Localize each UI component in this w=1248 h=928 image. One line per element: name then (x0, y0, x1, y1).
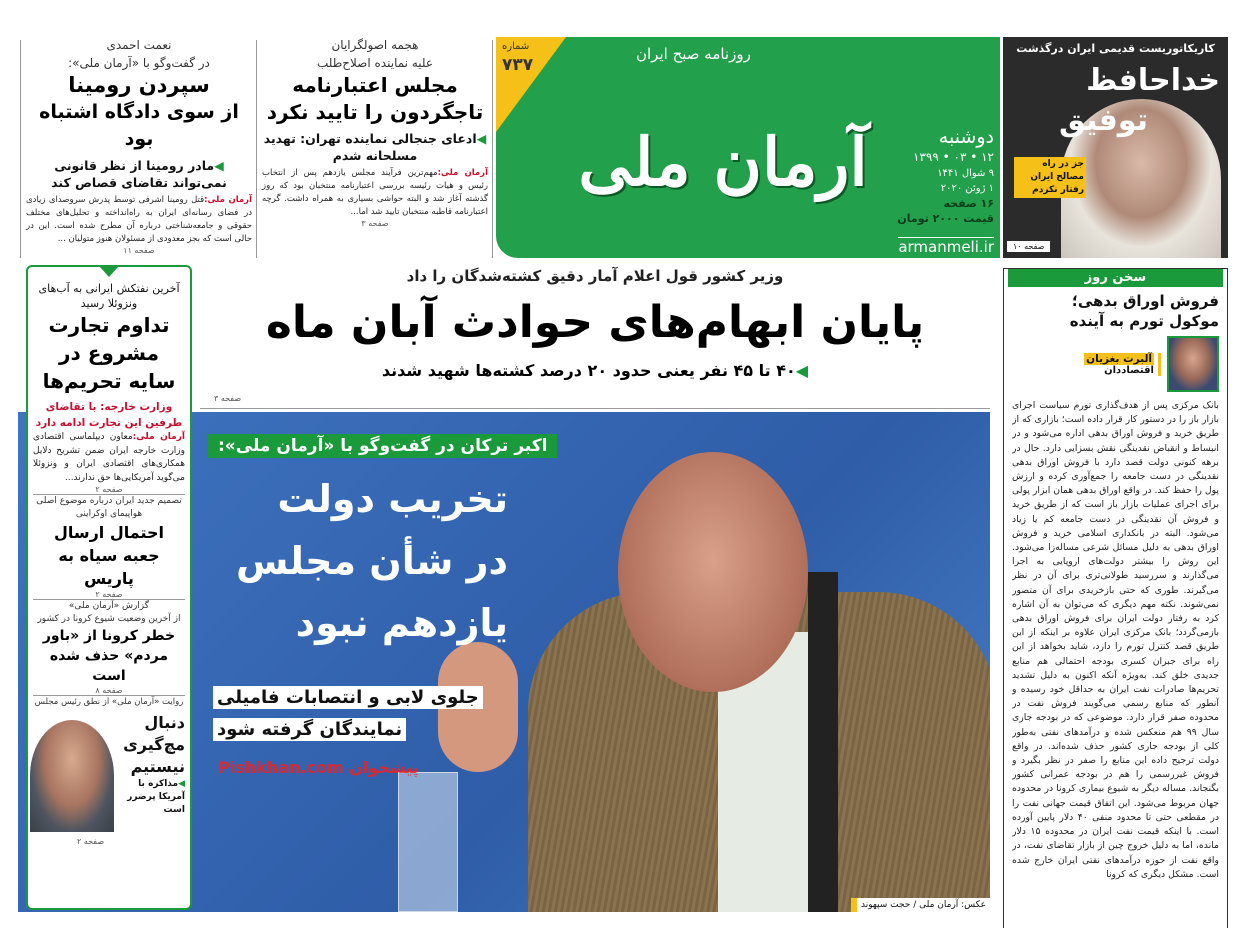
subheadline: ادعای جنجالی نماینده تهران: تهدید مسلحانه شدم (263, 131, 477, 163)
source-label: آرمان ملی: (204, 195, 252, 205)
date-lunar: ۹ شوال ۱۴۴۱ (937, 168, 994, 179)
kicker: از آخرین وضعیت شیوع کرونا در کشور (37, 614, 181, 624)
photo-credit: عکس: آرمان ملی / حجت سپهوند (851, 898, 990, 912)
body-text: مهم‌ترین فرآیند مجلس یازدهم پس از انتخاب رئیس و هیات رئیسه بررسی اعتبارنامه منتخبان بود که روز گذشته آغاز شد و البته حواشی بسیاری به همراه داشت. گرچه اعتبارنامه قاطبه منتخبان تایید شد اما... (262, 168, 488, 217)
kicker: علیه نماینده اصلاح‌طلب (316, 56, 434, 70)
kicker: کاریکاتوریست قدیمی ایران درگذشت (1016, 42, 1215, 55)
triangle-icon: ◀ (214, 158, 224, 173)
source-label: آرمان ملی: (437, 168, 488, 178)
headline: فروش اوراق بدهی؛ (1071, 292, 1219, 310)
price: قیمت ۲۰۰۰ تومان (897, 212, 994, 225)
story-majlis[interactable] (262, 36, 488, 228)
page-ref: صفحه ۲ (33, 485, 185, 495)
headline: تداوم تجارت مشروع در سایه تحریم‌ها (42, 313, 176, 393)
left-column (26, 265, 192, 910)
quote: رفتار نکردم (1032, 185, 1084, 195)
lead-story[interactable] (200, 264, 990, 409)
kicker: روایت «آرمان ملی» از نطق رئیس مجلس (34, 697, 184, 707)
website-link[interactable]: armanmeli.ir (898, 238, 994, 256)
headline: سپردن رومینا (68, 73, 210, 97)
kicker: هجمه اصولگرایان (331, 38, 419, 52)
subheadline: ۴۰ تا ۴۵ نفر یعنی حدود ۲۰ درصد کشته‌ها شهید شدند (381, 361, 796, 380)
interview-tag: اکبر ترکان در گفت‌وگو با «آرمان ملی»: (208, 434, 557, 458)
page-ref: صفحه ۲ (33, 590, 185, 600)
headline: توفیق (1058, 103, 1148, 138)
kicker: تصمیم جدید ایران درباره موضوع اصلی هواپیمای اوکراینی (36, 496, 182, 519)
watermark: پیشخوان Pishkhan.com (218, 758, 419, 777)
headline: تاجگردون را تایید نکرد (266, 100, 484, 124)
date-gregorian: ۱ ژوئن ۲۰۲۰ (940, 183, 994, 194)
issue-label: شماره (502, 41, 530, 52)
story-romina[interactable] (26, 36, 252, 255)
triangle-icon: ◀ (476, 131, 487, 146)
tagline: روزنامه صبح ایران (636, 45, 751, 63)
headline: یازدهم نبود (295, 601, 508, 645)
subheadline: مادر رومینا از نظر قانونی نمی‌تواند تقاضای قصاص کند (51, 158, 227, 190)
author-role: اقتصاددان (1104, 364, 1154, 376)
kicker: در گفت‌وگو با «آرمان ملی»: (68, 56, 210, 70)
headline: نیستیم (130, 757, 185, 776)
source-label: آرمان ملی: (132, 432, 185, 442)
headline: خطر کرونا از «باور مردم» حذف شده است (42, 628, 176, 684)
story-tanker[interactable] (33, 281, 185, 495)
author-photo (1167, 336, 1219, 392)
author-name: آلبرت بغزیان (1086, 352, 1152, 365)
issue-number: ۷۳۷ (502, 55, 534, 75)
page-ref: صفحه ۳ (214, 394, 242, 403)
kicker: نعمت احمدی (106, 38, 172, 52)
headline: در شأن مجلس (235, 539, 508, 583)
kicker: آخرین نفتکش ایرانی به آب‌های ونزوئلا رسید (38, 282, 180, 310)
body-text: قتل رومینا اشرفی توسط پدرش سروصدای زیادی در فضای رسانه‌ای ایران به راه‌انداخته و تحلیل‌های مختلف حقوقی و جامعه‌شناختی درباره آن مطرح شده است. این در حالی است که بجز معدودی از مسئولان هنوز متولیان ... (26, 195, 252, 244)
page-ref: صفحه ۲ (73, 837, 108, 846)
body-text: معاون دیپلماسی اقتصادی وزارت خارجه ایران ضمن تشریح دلایل همکاری‌های اقتصادی ایران و ونزوئلا می‌گوید آمریکایی‌ها حق ندارند... (33, 432, 185, 483)
section-header: سخن روز (1008, 269, 1223, 287)
main-headline: پایان ابهام‌های حوادث آبان ماه (265, 297, 925, 348)
headline: مجلس اعتبارنامه (292, 73, 458, 97)
page-ref: صفحه ۱۱ (123, 246, 155, 255)
kicker: وزیر کشور قول اعلام آمار دقیق کشته‌شدگان را داد (406, 267, 784, 285)
story-corona[interactable] (33, 600, 185, 696)
subheadline: جلوی لابی و انتصابات فامیلی (213, 686, 483, 709)
ghalibaf-photo (30, 720, 114, 832)
page-count: ۱۶ صفحه (943, 197, 994, 210)
editorial[interactable] (1003, 268, 1228, 928)
headline: خداحافظ (1086, 63, 1220, 98)
headline: تخریب دولت (277, 477, 508, 521)
triangle-icon: ◀ (795, 361, 809, 380)
masthead (496, 37, 1000, 258)
page-ref: صفحه ۳ (361, 219, 389, 228)
headline: مچ‌گیری (123, 735, 185, 754)
editorial-body: بانک مرکزی پس از هدف‌گذاری تورم سیاست اجرای بازار باز را در دستور کار قرار داده است؛ بازاری که از طریق خرید و فروش اوراق بدهی اداره می‌شود و در انبساط و انقباض نقدینگی نقش بسزایی دارد. حال در برهه کنونی دولت قصد دارد با فروش اوراق بدهی نقدینگی در دست جامعه را جمع‌آوری کرده و ارزش پول را حفظ کند. در واقع اوراق بدهی همان ابزار پولی برای اجرای عملیات بازار باز است که از طریق خرید و فروش آن نقدینگی در دست جامعه کم یا زیاد می‌شود. البته در بانکداری اسلامی خرید و فروش اوراق بدهی به دلیل مسائل شرعی مساله‌زا می‌شود. این روش را بیشتر دولت‌های اروپایی به اجرا می‌گذارند و سررسید طولانی‌تری برای آن در نظر می‌گیرند. طوری که حتی بازخریدی برای آن متصور نمی‌شوند. نکته مهم دیگری که می‌توان به آن اشاره کرد به رفتار دولت ایران برای فروش اوراق بدهی بازمی‌گردد؛ بانک مرکزی ایران علاوه بر اینکه از این طریق قصد کنترل تورم را دارد، شاید بخواهد از این راه برای جبران کسری بودجه احتمالی هم منابع جدیدی خلق کند. به‌ویژه آنکه اکنون به دلیل تشدید تحریم‌ها صادرات نفت ایران به حداقل خود رسیده و آنطور که منابع رسمی می‌گویند فروش نفت در محدوده صفر قرار دارد. موضوعی که در بودجه جاری سال ۹۹ هم منعکس شده و درآمدهای نفتی به‌طور کلی از بودجه جاری کشور حذف شده‌اند. در واقع دولت ترجیح داده این منابع را صفر در نظر بگیرد و فروش غیررسمی را هم در بودجه عمرانی کشور بگنجاند. مساله دیگر به شیوع بیماری کرونا در محدوده جهان مربوط می‌شود. این اتفاق قیمت جهانی نفت را در مقطعی حتی تا محدود منفی ۴۰ دلار پایین آورده است. با اینکه قیمت نفت ایران در محدوده ۱۵ دلار مانده، اما به دلیل خروج چین از بازار تقاضای نفت، در واقع نفت از حوزه درآمدهای نفتی ایران خارج شده است. مشکل دیگری که کرونا (1012, 400, 1219, 880)
kicker: گزارش «آرمان ملی» (68, 601, 150, 611)
headline: احتمال ارسال جعبه سیاه به پاریس (53, 523, 165, 588)
date-solar: ۱۲ • ۰۳ • ۱۳۹۹ (913, 150, 994, 164)
logo: آرمان ملی (578, 123, 868, 201)
triangle-down-icon (100, 267, 118, 277)
story-ghalibaf[interactable]: روایت «آرمان ملی» از نطق رئیس مجلس دنبال مچ‌گیری نیستیم ◀مذاکره با آمریکا پرضرر است صفحه ۲ (33, 696, 185, 846)
story-black-box[interactable] (33, 495, 185, 600)
subheadline: مذاکره با آمریکا پرضرر است (127, 779, 185, 815)
quote: جز در راه مصالح ایران (1030, 159, 1084, 182)
weekday: دوشنبه (938, 126, 994, 148)
subheadline: وزارت خارجه: با تقاضای طرفین این تجارت ادامه دارد (35, 401, 183, 429)
headline: دنبال (144, 713, 185, 732)
headline: موکول تورم به آینده (1069, 312, 1219, 330)
headline: از سوی دادگاه اشتباه بود (39, 101, 239, 150)
page-ref: صفحه ۸ (33, 686, 185, 696)
page-ref: صفحه ۱۰ (1007, 241, 1050, 252)
promo-tofigh[interactable] (1003, 37, 1228, 258)
subheadline: نمایندگان گرفته شود (213, 718, 406, 741)
